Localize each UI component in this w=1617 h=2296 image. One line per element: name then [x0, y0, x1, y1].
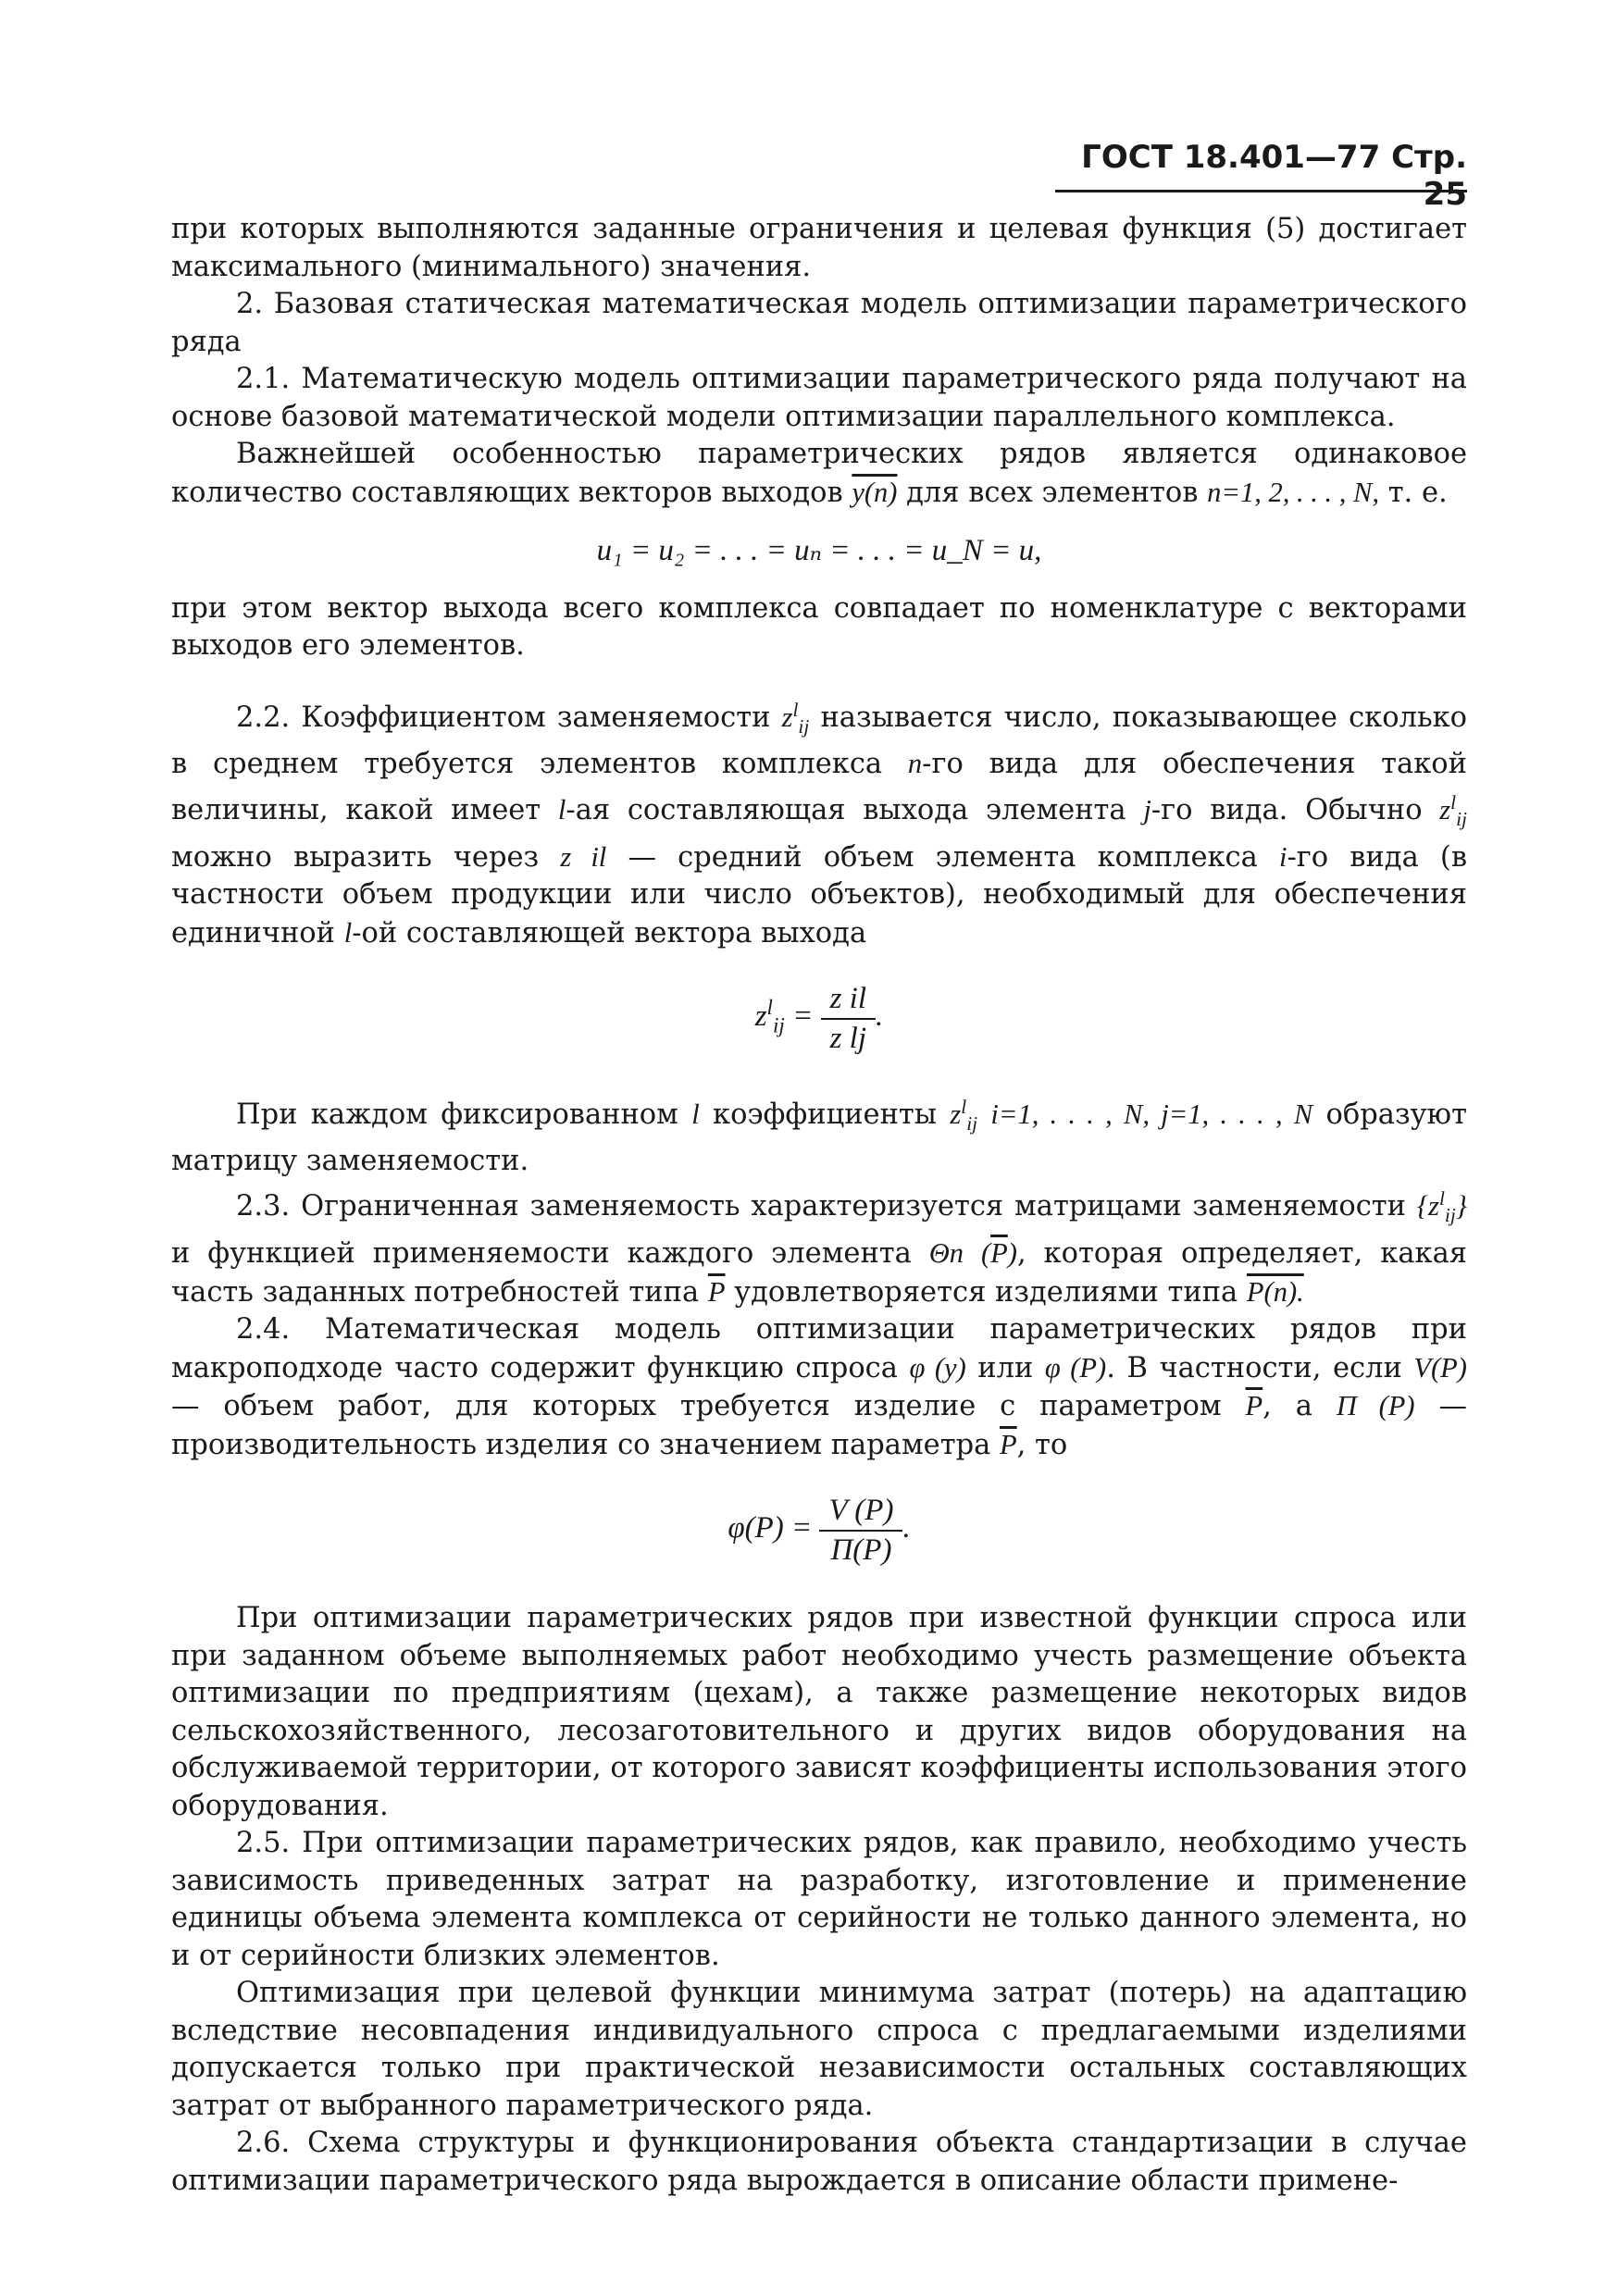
- paragraph: 2.2. Коэффициентом заменяемости $z^l_{ij}$ называется число, показывающее сколько в среднем требуется элементов комплекса n-го вида для обеспечения такой величины, какой имеет l-ая составляющая выхода элемента j-го вида. Обычно $z^l_{ij}$ можно выразить через z il — средний объем элемента комплекса i-го вида (в частности объем продукции или число объектов), необходимый для обеспечения единичной l-ой составляющей вектора выхода: [171, 698, 1467, 949]
- section-heading: 2. Базовая статическая математическая модель оптимизации параметрического ряда: [171, 288, 1467, 358]
- paragraph: 2.3. Ограниченная заменяемость характеризуется матрицами заменяемости $\{z^l_{ij}\}$ и функцией применяемости каждого элемента Θn $(\overline{P})$, которая определяет, какая часть заданных потребностей типа $\overline{P}$ удовлетворяется изделиями типа P(n).: [171, 1187, 1467, 1309]
- header-rule: [1055, 190, 1467, 192]
- paragraph: 2.4. Математическая модель оптимизации параметрических рядов при макроподходе часто содержит функцию спроса φ (y) или φ (P). В частности, если V(P) — объем работ, для которых требуется изделие с параметром $\overline{P}$, а П (P) — производительность изделия со значением параметра $\overline{P}$, то: [171, 1313, 1467, 1461]
- paragraph: При каждом фиксированном l коэффициенты $z^l_{ij}$ i=1, . . . , N, j=1, . . . , N образуют матрицу заменяемости.: [171, 1096, 1467, 1177]
- paragraph: 2.5. При оптимизации параметрических рядов, как правило, необходимо учесть зависимость приведенных затрат на разработку, изготовление и применение единицы объема элемента комплекса от серийности не только данного элемента, но и от серийности близких элементов.: [171, 1827, 1467, 1972]
- math-y-n: y(n): [852, 476, 898, 508]
- paragraph: Оптимизация при целевой функции минимума затрат (потерь) на адаптацию вследствие несовпадения индивидуального спроса с предлагаемыми изделиями допускается только при практической независимости остальных составляющих затрат от выбранного параметрического ряда.: [171, 1977, 1467, 2122]
- paragraph: при которых выполняются заданные ограничения и целевая функция (5) достигает максимального (минимального) значения.: [171, 213, 1467, 283]
- paragraph: 2.1. Математическую модель оптимизации параметрического ряда получают на основе базовой математической модели оптимизации параллельного комплекса.: [171, 363, 1467, 433]
- formula-3: φ(P) = $\frac{V (P)}{П(P)}$ .: [728, 1494, 911, 1567]
- paragraph: 2.6. Схема структуры и функционирования объекта стандартизации в случае оптимизации параметрического ряда вырождается в описание области примене-: [171, 2127, 1467, 2197]
- paragraph: при этом вектор выхода всего комплекса совпадает по номенклатуре с векторами выходов его элементов.: [171, 591, 1467, 662]
- formula-2: $z^l_{ij}$ = $\frac{\text{z il}}{\text{z lj}}$ .: [754, 982, 884, 1055]
- document-body: [171, 211, 1467, 2200]
- paragraph: Важнейшей особенностью параметрических рядов является одинаковое количество составляющих векторов выходов y(n) для всех элементов n=1, 2, . . . , N, т. е.: [171, 438, 1467, 509]
- formula-1: u₁ = u₂ = . . . = uₙ = . . . = u_N = u,: [596, 534, 1042, 567]
- paragraph: При оптимизации параметрических рядов при известной функции спроса или при заданном объеме выполняемых работ необходимо учесть размещение объекта оптимизации по предприятиям (цехам), а также размещение некоторых видов сельскохозяйственного, лесозаготовительного и других видов оборудования на обслуживаемой территории, от которого зависят коэффициенты использования этого оборудования.: [171, 1602, 1467, 1822]
- page-header: ГОСТ 18.401—77 Стр. 25: [1081, 139, 1467, 213]
